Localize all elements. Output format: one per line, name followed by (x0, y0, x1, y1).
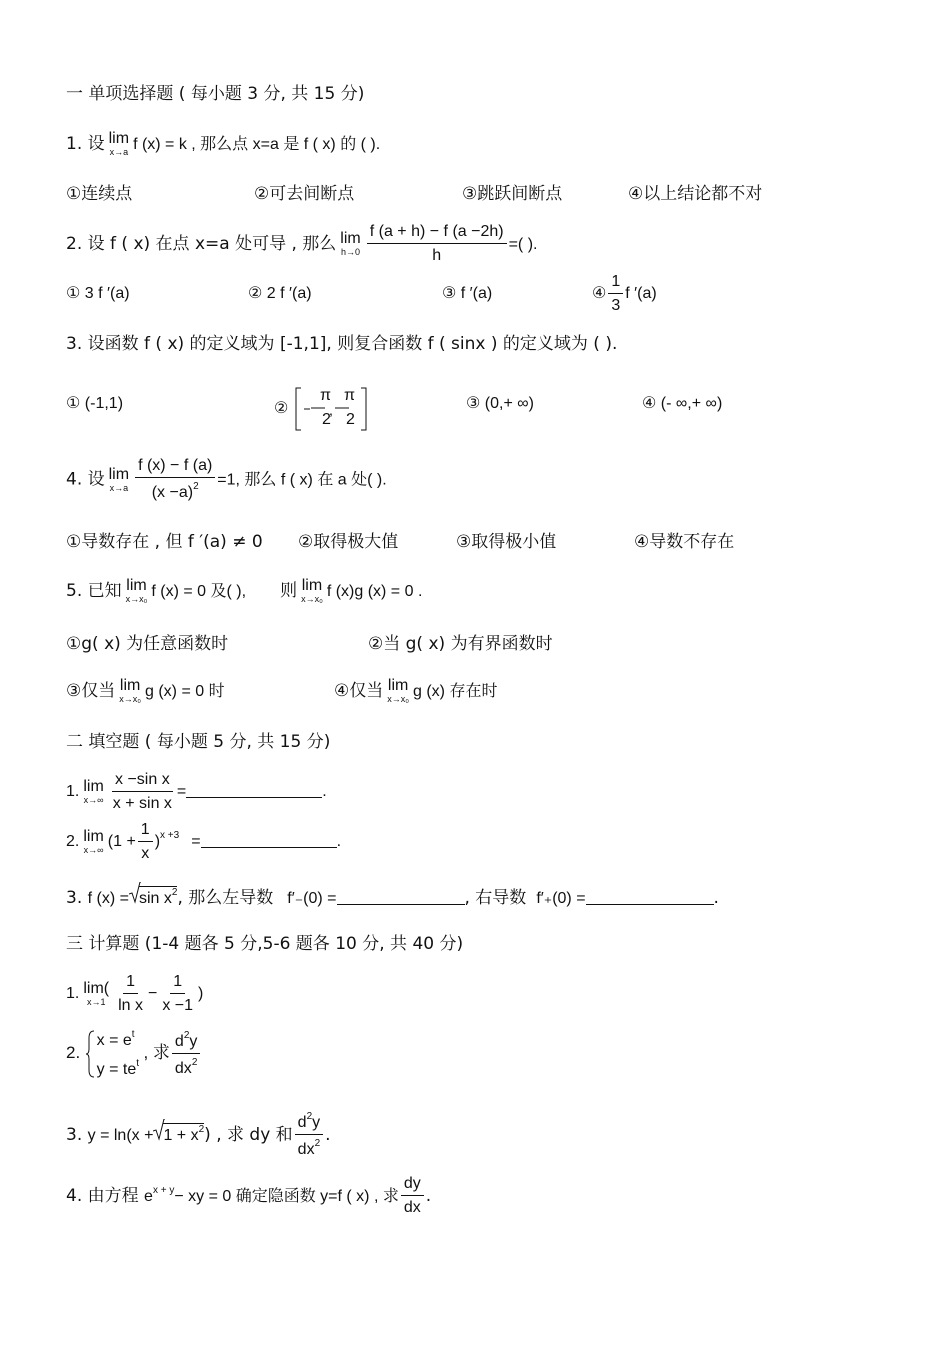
q5-option-3-limit (119, 678, 141, 704)
num-exponent: 2 (306, 1111, 313, 1122)
q2-fraction (367, 224, 507, 264)
c1-close: ) (198, 985, 204, 1003)
den-exponent: 2 (193, 481, 199, 492)
fraction-numerator: 1 (170, 974, 185, 994)
c2-line-2-exponent: t (136, 1058, 139, 1069)
c1-limit (83, 981, 109, 1007)
c4-derivative-fraction (401, 1176, 424, 1216)
fill-1 (66, 772, 327, 812)
fraction-denominator: 3 (611, 297, 621, 314)
q1-option-3: ③跳跃间断点 (462, 184, 563, 204)
f1-answer-blank[interactable] (186, 797, 322, 798)
lim-sub: x→a (109, 147, 129, 157)
f3-right-answer-blank[interactable] (586, 904, 714, 905)
q3-option-2-pi-right: π (344, 387, 356, 404)
calc-2 (66, 1030, 202, 1078)
lim-sub: x→x₀ (119, 694, 141, 704)
c3-derivative-fraction (295, 1112, 323, 1158)
q3-option-2-two-right: 2 (346, 411, 355, 428)
num-d: d (297, 1114, 307, 1131)
q5-option-4-limit (387, 678, 409, 704)
option-text: g (x) = 0 时 (145, 683, 225, 700)
c2-line-1-exponent: t (131, 1029, 135, 1040)
q5-expr-2: f (x)g (x) = 0 . (326, 583, 423, 600)
c2-derivative-fraction (172, 1031, 200, 1077)
q2-option-3: ③ f ′(a) (442, 285, 493, 302)
lim-text: lim (301, 577, 323, 594)
f3-number: 3. (66, 888, 83, 908)
f2-number: 2. (66, 833, 80, 851)
q1-limit (109, 131, 129, 157)
f3-right-derivative-label: , 右导数 (464, 888, 527, 908)
c1-fraction-2 (159, 974, 196, 1014)
fraction-denominator: x (141, 845, 150, 862)
q2-tail: =( ). (508, 236, 538, 253)
lim-text: lim (126, 577, 147, 594)
lim-text: lim (108, 130, 130, 147)
q2-option-1: ① 3 f ′(a) (66, 285, 130, 302)
f1-equals: = (176, 783, 187, 801)
q4-option-3: ③取得极小值 (456, 532, 557, 552)
den-dx: dx (297, 1141, 315, 1158)
f2-fraction (138, 822, 153, 862)
q5-option-4 (334, 678, 497, 704)
den-exponent: 2 (191, 1057, 198, 1068)
f3-left-answer-blank[interactable] (337, 904, 465, 905)
q5-option-2: ②当 g( x) 为有界函数时 (368, 634, 553, 654)
c2-system (85, 1030, 139, 1078)
f3-left-derivative-label: , 那么左导数 (177, 888, 274, 908)
fraction-denominator: dx (403, 1199, 421, 1216)
question-2 (66, 224, 537, 264)
f2-equals: = (191, 833, 201, 851)
den-exponent: 2 (314, 1138, 321, 1149)
fraction-denominator (149, 478, 202, 501)
lim-sub: x→x₀ (125, 594, 148, 604)
fraction-numerator: dy (401, 1176, 424, 1196)
f3-end: . (713, 888, 719, 908)
q4-limit (109, 467, 129, 493)
q1-option-1: ①连续点 (66, 184, 133, 204)
q2-limit (340, 231, 360, 257)
f3-function: f (x) = (87, 890, 129, 907)
question-4 (66, 458, 387, 501)
c1-number: 1. (66, 985, 80, 1003)
sqrt-sign-icon (153, 1119, 165, 1141)
lim-sub: x→∞ (83, 795, 104, 805)
den-dx: dx (174, 1060, 192, 1077)
q5-option-1: ①g( x) 为任意函数时 (66, 634, 229, 654)
q5-option-3 (66, 678, 225, 704)
f2-limit (83, 829, 103, 855)
lim-text: lim (340, 230, 361, 247)
c3-ask: ) , 求 dy 和 (204, 1125, 293, 1145)
fraction-denominator: h (432, 247, 442, 264)
q3-option-3: ③ (0,+ ∞) (466, 395, 534, 412)
q1-number: 1. 设 (66, 134, 105, 154)
lim-sub: h→0 (341, 247, 361, 257)
f3-sqrt (129, 886, 177, 907)
c2-line-1: x = e (96, 1032, 132, 1049)
fraction-numerator: f (a + h) − f (a −2h) (367, 224, 507, 244)
c1-minus: − (148, 985, 158, 1003)
c4-number: 4. 由方程 (66, 1186, 139, 1206)
lim-sub: x→∞ (83, 845, 104, 855)
q5-number: 5. 已知 (66, 581, 122, 601)
c3-sqrt (153, 1123, 204, 1144)
q1-expr: f (x) = k , 那么点 x=a 是 f ( x) 的 ( ). (133, 136, 381, 153)
lim-text: lim (387, 677, 409, 694)
q3-option-2-two-left: 2 (322, 411, 331, 428)
option-marker: ② (274, 400, 289, 418)
calc-1 (66, 974, 203, 1014)
q2-option-2: ② 2 f ′(a) (248, 285, 312, 302)
calc-4 (66, 1176, 431, 1216)
q4-option-1: ①导数存在 , 但 f ′(a) ≠ 0 (66, 532, 263, 552)
q2-option-4-fraction (608, 274, 623, 314)
f2-end: . (336, 833, 342, 851)
lim-sub: x→a (109, 482, 129, 493)
c3-function: y = ln(x + (87, 1127, 154, 1144)
exp-base: e (144, 1188, 153, 1205)
section-title-choice: 一 单项选择题 ( 每小题 3 分, 共 15 分) (66, 84, 365, 104)
q2-option-4 (592, 274, 657, 314)
f3-left-derivative: f′₋(0) = (287, 890, 337, 907)
q5-then: 则 (280, 581, 298, 601)
lim-sub: x→x₀ (387, 694, 409, 704)
f2-answer-blank[interactable] (201, 847, 337, 848)
q3-option-1: ① (-1,1) (66, 395, 124, 412)
section-title-calculation: 三 计算题 (1-4 题各 5 分,5-6 题各 10 分, 共 40 分) (66, 934, 464, 954)
fraction-numerator: 1 (123, 974, 138, 994)
sqrt-content: sin x (138, 890, 172, 907)
c2-number: 2. (66, 1043, 81, 1063)
sqrt-exponent: 2 (171, 887, 178, 898)
f3-right-derivative: f′₊(0) = (536, 890, 586, 907)
lim-text: lim( (83, 980, 110, 997)
q4-option-4: ④导数不存在 (634, 532, 735, 552)
num-y: y (189, 1033, 198, 1050)
fraction-denominator: ln x (118, 997, 144, 1014)
q4-option-2: ②取得极大值 (298, 532, 399, 552)
lim-text: lim (119, 677, 141, 694)
c4-end: . (425, 1186, 432, 1206)
option-marker: ③仅当 (66, 681, 116, 701)
option-marker: ④ (592, 285, 607, 303)
lim-text: lim (83, 778, 104, 795)
fraction-denominator: x −1 (162, 997, 194, 1014)
c2-ask: , 求 (143, 1043, 170, 1063)
q5-limit-2 (301, 578, 323, 604)
c4-equation: − xy = 0 确定隐函数 y=f ( x) , 求 (174, 1188, 399, 1205)
q3-option-4: ④ (- ∞,+ ∞) (642, 395, 723, 412)
sqrt-content: 1 + x (163, 1127, 199, 1144)
c3-number: 3. (66, 1125, 83, 1145)
option-text: f ′(a) (625, 285, 657, 303)
lim-text: lim (108, 465, 130, 483)
fraction-numerator: 1 (608, 274, 623, 294)
q1-option-2: ②可去间断点 (254, 184, 355, 204)
q4-number: 4. 设 (66, 469, 105, 490)
f1-limit (83, 779, 103, 805)
num-y: y (312, 1114, 321, 1131)
q1-option-4: ④以上结论都不对 (628, 184, 763, 204)
f2-exponent: x +3 (160, 830, 180, 842)
fraction-numerator: 1 (138, 822, 153, 842)
c3-end: . (325, 1125, 331, 1145)
q4-tail: =1, 那么 f ( x) 在 a 处( ). (217, 471, 387, 489)
num-d: d (174, 1033, 184, 1050)
c4-exp (144, 1185, 175, 1205)
option-text: g (x) 存在时 (413, 683, 498, 700)
option-marker: ④仅当 (334, 681, 384, 701)
f2-open: (1 + (107, 833, 136, 851)
f1-number: 1. (66, 783, 80, 801)
f2-close: ) (154, 833, 161, 851)
fraction-numerator: f (x) − f (a) (135, 458, 215, 478)
q4-fraction (135, 458, 215, 501)
fraction-denominator: x + sin x (112, 795, 172, 812)
c1-fraction-1 (115, 974, 146, 1014)
num-exponent: 2 (183, 1030, 190, 1041)
den-text: (x −a) (151, 484, 194, 501)
left-brace-icon (85, 1030, 95, 1078)
q2-number: 2. 设 f ( x) 在点 x=a 处可导 , 那么 (66, 234, 337, 254)
q3-option-2-pi-left: π (320, 387, 332, 404)
f1-end: . (322, 783, 327, 801)
q5-limit-1 (126, 578, 148, 604)
f1-fraction (110, 772, 175, 812)
section-title-fill-in: 二 填空题 ( 每小题 5 分, 共 15 分) (66, 732, 331, 752)
c2-line-2: y = te (96, 1061, 137, 1078)
question-1 (66, 131, 380, 157)
lim-text: lim (83, 828, 104, 845)
lim-sub: x→x₀ (301, 594, 323, 604)
fraction-numerator: x −sin x (112, 772, 173, 792)
question-5 (66, 578, 422, 604)
exp-power: x + y (152, 1185, 175, 1196)
lim-sub: x→1 (86, 997, 106, 1007)
q5-expr: f (x) = 0 及( ), (151, 583, 247, 600)
sqrt-sign-icon (129, 882, 141, 904)
fill-3 (66, 886, 719, 907)
sqrt-exponent: 2 (198, 1124, 205, 1135)
svg-text:,: , (328, 402, 333, 418)
fill-2 (66, 822, 341, 862)
calc-3 (66, 1112, 331, 1158)
question-3: 3. 设函数 f ( x) 的定义域为 [-1,1], 则复合函数 f ( sinx ) 的定义域为 ( ). (66, 334, 618, 354)
